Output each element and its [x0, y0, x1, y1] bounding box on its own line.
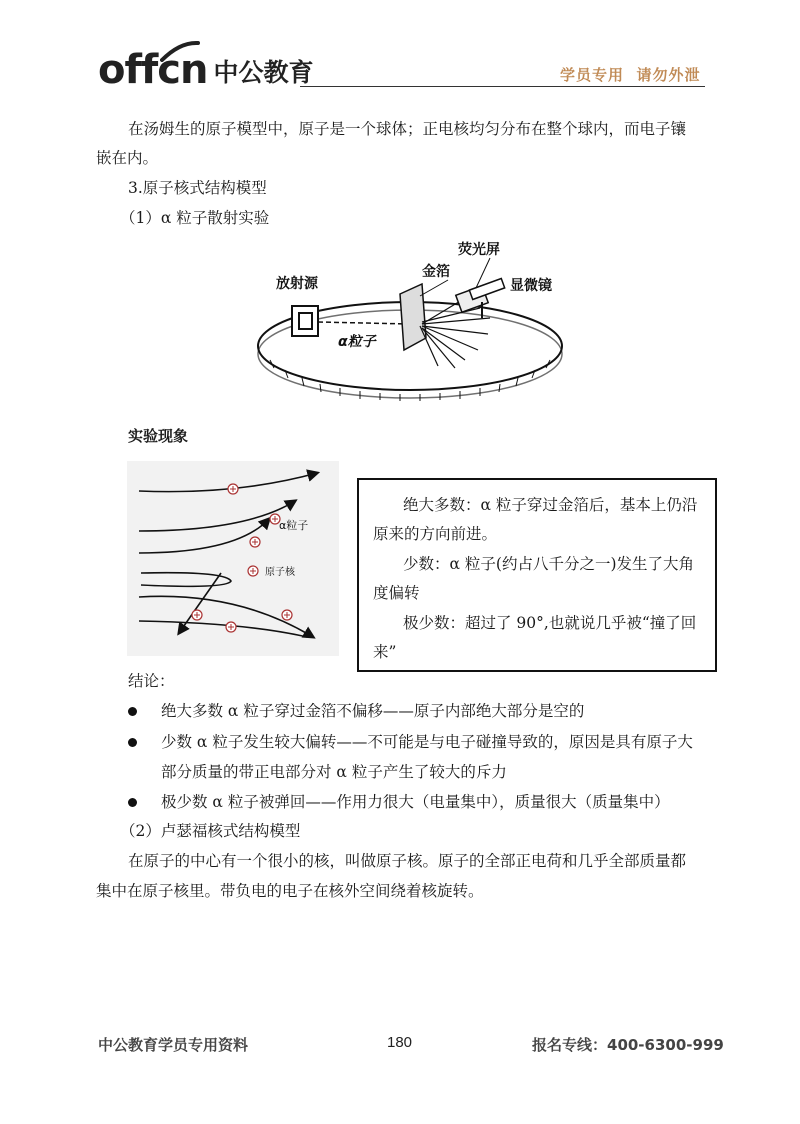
- conclusion-text-3: 极少数 α 粒子被弹回——作用力很大（电量集中），质量很大（质量集中）: [161, 793, 670, 811]
- footer-left: 中公教育学员专用资料: [98, 1036, 249, 1054]
- phenomenon-title: 实验现象: [128, 427, 189, 445]
- subsection-2-title: （2）卢瑟福核式结构模型: [120, 822, 301, 840]
- obs-line-2: 原来的方向前进。: [373, 525, 498, 543]
- conclusion-title: 结论：: [128, 672, 175, 690]
- logo-latin-text: offcn: [98, 47, 208, 93]
- source-label: 放射源: [276, 276, 318, 292]
- footer-hotline: 报名专线：400-6300-999: [532, 1036, 724, 1054]
- conclusion-item-3: [128, 787, 670, 817]
- rutherford-line-2: 集中在原子核里。带负电的电子在核外空间绕着核旋转。: [96, 882, 484, 900]
- conclusion-text-2: 少数 α 粒子发生较大偏转——不可能是与电子碰撞导致的，原因是具有原子大: [161, 733, 693, 751]
- header-rule: [300, 86, 705, 87]
- obs-line-6: 来”: [373, 643, 397, 661]
- obs-line-5: 极少数：超过了 90°,也就说几乎被“撞了回: [403, 614, 697, 632]
- conclusion-item-1: [128, 696, 584, 726]
- bullet-icon: [128, 707, 137, 716]
- screen-label: 荧光屏: [458, 242, 500, 258]
- obs-line-4: 度偏转: [373, 584, 420, 602]
- bullet-icon: [128, 798, 137, 807]
- brand-logo: [98, 40, 314, 93]
- header-notice: 学员专用 请勿外泄: [560, 66, 701, 84]
- section-3-title: 3.原子核式结构模型: [128, 179, 267, 197]
- scattering-paths-figure: [127, 461, 339, 656]
- microscope-label: 显微镜: [510, 278, 552, 294]
- conclusion-text-1: 绝大多数 α 粒子穿过金箔不偏移——原子内部绝大部分是空的: [161, 702, 585, 720]
- rutherford-line-1: 在原子的中心有一个很小的核，叫做原子核。原子的全部正电荷和几乎全部质量都: [128, 852, 687, 870]
- alpha-particle-label: α粒子: [338, 334, 376, 350]
- logo-swoosh-icon: [160, 40, 200, 62]
- conclusion-item-2: [128, 727, 693, 757]
- alpha-label: α粒子: [279, 519, 309, 532]
- bullet-icon: [128, 738, 137, 747]
- obs-line-3: 少数：α 粒子(约占八千分之一)发生了大角: [403, 555, 694, 573]
- conclusion-text-2-cont: 部分质量的带正电部分对 α 粒子产生了较大的斥力: [161, 763, 507, 781]
- page-number: 180: [387, 1034, 413, 1051]
- obs-line-1: 绝大多数：α 粒子穿过金箔后，基本上仍沿: [403, 496, 698, 514]
- logo-chinese-text: 中公教育: [213, 58, 314, 87]
- intro-line-2: 嵌在内。: [96, 149, 159, 167]
- alpha-scattering-apparatus-figure: [250, 238, 580, 408]
- intro-line-1: 在汤姆生的原子模型中，原子是一个球体；正电核均匀分布在整个球内，而电子镶: [128, 120, 687, 138]
- nucleus-label: 原子核: [265, 567, 295, 578]
- foil-label: 金箔: [422, 264, 450, 280]
- observation-box: [357, 478, 717, 672]
- subsection-1-title: （1）α 粒子散射实验: [120, 209, 270, 227]
